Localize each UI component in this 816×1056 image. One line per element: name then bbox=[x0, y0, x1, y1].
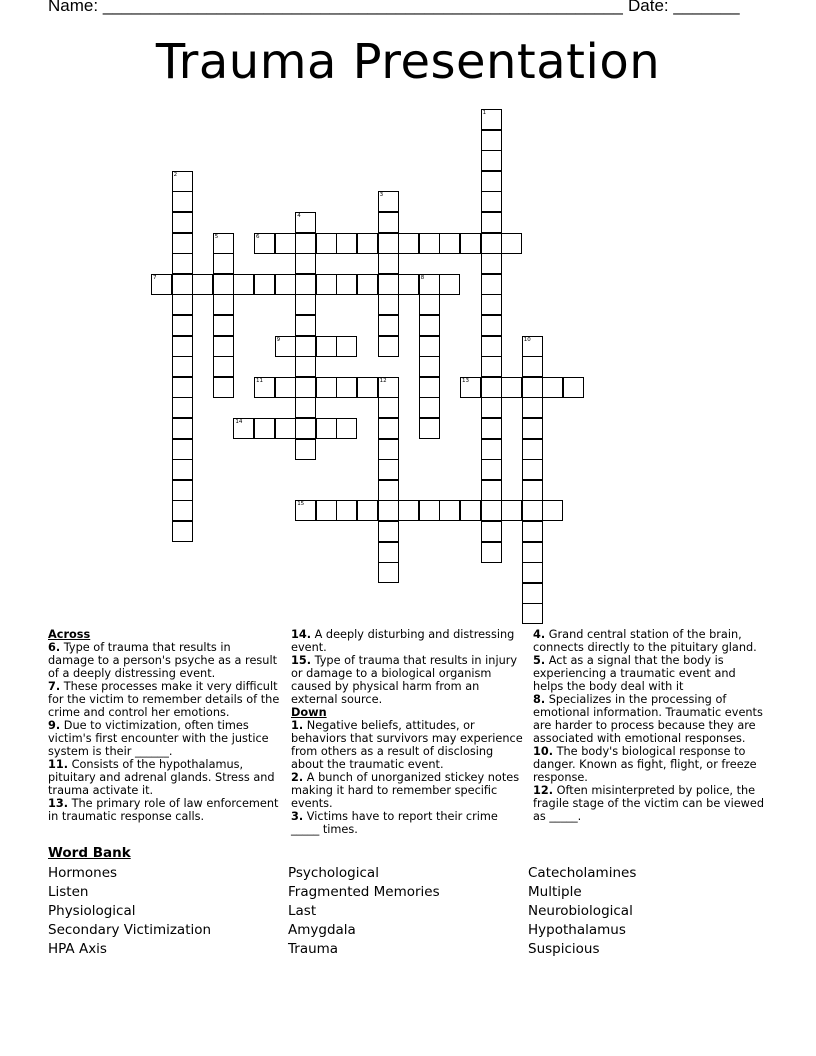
crossword-cell[interactable] bbox=[172, 212, 193, 233]
crossword-cell[interactable] bbox=[378, 191, 399, 212]
clue-across-6: 6. Type of trauma that results in damage to a person's psyche as a result of a deeply distressing event. bbox=[48, 641, 278, 680]
word-bank-item: Trauma bbox=[288, 941, 339, 957]
crossword-cell[interactable] bbox=[213, 294, 234, 315]
crossword-cell[interactable] bbox=[336, 377, 357, 398]
word-bank-column-1 bbox=[48, 864, 211, 959]
crossword-cell[interactable] bbox=[295, 253, 316, 274]
word-bank-item: Suspicious bbox=[528, 941, 600, 957]
crossword-cell[interactable] bbox=[295, 356, 316, 377]
crossword-cell[interactable] bbox=[501, 233, 522, 254]
crossword-cell[interactable] bbox=[542, 500, 563, 521]
crossword-cell[interactable] bbox=[316, 418, 337, 439]
clue-down-12: 12. Often misinterpreted by police, the fragile stage of the victim can be viewed as _____. bbox=[533, 784, 765, 823]
crossword-cell[interactable] bbox=[254, 274, 275, 295]
date-blank: _______ bbox=[673, 0, 740, 15]
crossword-cell[interactable] bbox=[481, 397, 502, 418]
crossword-cell[interactable] bbox=[295, 233, 316, 254]
clue-down-5: 5. Act as a signal that the body is experiencing a traumatic event and helps the body deal with it bbox=[533, 654, 736, 693]
crossword-cell[interactable] bbox=[481, 377, 502, 398]
crossword-cell[interactable] bbox=[481, 130, 502, 151]
crossword-cell[interactable] bbox=[172, 274, 193, 295]
crossword-cell[interactable] bbox=[151, 274, 172, 295]
crossword-cell[interactable] bbox=[522, 542, 543, 563]
word-bank-item: Catecholamines bbox=[528, 865, 637, 881]
crossword-cell[interactable] bbox=[357, 377, 378, 398]
word-bank-item: Amygdala bbox=[288, 922, 356, 938]
clue-number: 10 bbox=[523, 336, 531, 343]
crossword-cell[interactable] bbox=[295, 315, 316, 336]
crossword-cell[interactable] bbox=[522, 583, 543, 604]
crossword-cell[interactable] bbox=[481, 439, 502, 460]
crossword-cell[interactable] bbox=[295, 212, 316, 233]
crossword-cell[interactable] bbox=[481, 294, 502, 315]
crossword-cell[interactable] bbox=[254, 233, 275, 254]
page-title: Trauma Presentation bbox=[155, 34, 661, 90]
word-bank-column-2 bbox=[288, 864, 440, 959]
crossword-cell[interactable] bbox=[378, 521, 399, 542]
crossword-cell[interactable] bbox=[316, 500, 337, 521]
crossword-cell[interactable] bbox=[316, 377, 337, 398]
crossword-cell[interactable] bbox=[213, 336, 234, 357]
word-bank-item: Hormones bbox=[48, 865, 118, 881]
crossword-cell[interactable] bbox=[419, 500, 440, 521]
crossword-cell[interactable] bbox=[481, 459, 502, 480]
clue-across-7: 7. These processes make it very difficult for the victim to remember details of the crime and control her emotions. bbox=[48, 680, 280, 719]
crossword-cell[interactable] bbox=[419, 336, 440, 357]
crossword-cell[interactable] bbox=[378, 459, 399, 480]
crossword-cell[interactable] bbox=[378, 315, 399, 336]
crossword-cell[interactable] bbox=[336, 274, 357, 295]
clue-number: 8 bbox=[420, 274, 425, 281]
crossword-cell[interactable] bbox=[439, 274, 460, 295]
crossword-cell[interactable] bbox=[295, 418, 316, 439]
crossword-cell[interactable] bbox=[378, 212, 399, 233]
crossword-cell[interactable] bbox=[172, 336, 193, 357]
clue-number: 14 bbox=[235, 419, 243, 425]
clue-across-11: 11. Consists of the hypothalamus, pituitary and adrenal glands. Stress and trauma activate it. bbox=[48, 758, 275, 797]
crossword-cell[interactable] bbox=[275, 233, 296, 254]
clue-across-15: 15. Type of trauma that results in injury or damage to a biological organism caused by physical harm from an external source. bbox=[291, 654, 518, 706]
crossword-cell[interactable] bbox=[481, 315, 502, 336]
clue-down-8: 8. Specializes in the processing of emotional information. Traumatic events are harder to process because they are associated with emotional responses. bbox=[533, 693, 763, 745]
crossword-cell[interactable] bbox=[522, 603, 543, 624]
crossword-cell[interactable] bbox=[172, 315, 193, 336]
crossword-cell[interactable] bbox=[481, 150, 502, 171]
crossword-cell[interactable] bbox=[316, 233, 337, 254]
crossword-cell[interactable] bbox=[481, 500, 502, 521]
crossword-cell[interactable] bbox=[419, 294, 440, 315]
crossword-cell[interactable] bbox=[481, 356, 502, 377]
crossword-cell[interactable] bbox=[213, 274, 234, 295]
crossword-cell[interactable] bbox=[522, 480, 543, 501]
word-bank-item: Last bbox=[288, 903, 317, 919]
crossword-cell[interactable] bbox=[336, 418, 357, 439]
clue-down-10: 10. The body's biological response to danger. Known as fight, flight, or freeze response. bbox=[533, 745, 757, 784]
crossword-cell[interactable] bbox=[419, 315, 440, 336]
crossword-cell[interactable] bbox=[172, 191, 193, 212]
crossword-cell[interactable] bbox=[213, 253, 234, 274]
crossword-cell[interactable] bbox=[522, 562, 543, 583]
crossword-cell[interactable] bbox=[522, 521, 543, 542]
crossword-cell[interactable] bbox=[172, 521, 193, 542]
word-bank-item: HPA Axis bbox=[48, 941, 107, 957]
crossword-cell[interactable] bbox=[254, 418, 275, 439]
crossword-cell[interactable] bbox=[357, 274, 378, 295]
crossword-cell[interactable] bbox=[481, 542, 502, 563]
word-bank-item: Listen bbox=[48, 884, 89, 900]
crossword-cell[interactable] bbox=[481, 336, 502, 357]
crossword-cell[interactable] bbox=[172, 171, 193, 192]
crossword-cell[interactable] bbox=[522, 459, 543, 480]
clues-column-1 bbox=[48, 628, 280, 823]
crossword-cell[interactable] bbox=[275, 336, 296, 357]
crossword-cell[interactable] bbox=[172, 439, 193, 460]
crossword-cell[interactable] bbox=[419, 397, 440, 418]
crossword-cell[interactable] bbox=[419, 356, 440, 377]
clue-across-14: 14. A deeply disturbing and distressing event. bbox=[291, 628, 515, 654]
crossword-cell[interactable] bbox=[522, 418, 543, 439]
crossword-cell[interactable] bbox=[275, 418, 296, 439]
crossword-cell[interactable] bbox=[481, 171, 502, 192]
clue-number: 6 bbox=[256, 233, 260, 240]
crossword-cell[interactable] bbox=[419, 233, 440, 254]
clue-number: 2 bbox=[173, 171, 178, 178]
crossword-cell[interactable] bbox=[522, 336, 543, 357]
crossword-cell[interactable] bbox=[522, 356, 543, 377]
crossword-cell[interactable] bbox=[336, 500, 357, 521]
crossword-cell[interactable] bbox=[563, 377, 584, 398]
crossword-cell[interactable] bbox=[275, 377, 296, 398]
crossword-cell[interactable] bbox=[522, 397, 543, 418]
crossword-cell[interactable] bbox=[460, 377, 481, 398]
crossword-cell[interactable] bbox=[213, 377, 234, 398]
crossword-cell[interactable] bbox=[398, 274, 419, 295]
crossword-cell[interactable] bbox=[172, 418, 193, 439]
crossword-cell[interactable] bbox=[336, 233, 357, 254]
word-bank-item: Neurobiological bbox=[528, 903, 633, 919]
crossword-cell[interactable] bbox=[316, 274, 337, 295]
clue-number: 15 bbox=[297, 501, 305, 508]
clue-number: 5 bbox=[214, 233, 219, 240]
crossword-cell[interactable] bbox=[522, 439, 543, 460]
crossword-cell[interactable] bbox=[336, 336, 357, 357]
crossword-cell[interactable] bbox=[378, 480, 399, 501]
down-heading: Down bbox=[291, 706, 327, 719]
crossword-cell[interactable] bbox=[419, 418, 440, 439]
crossword-cell[interactable] bbox=[213, 356, 234, 377]
crossword-cell[interactable] bbox=[295, 377, 316, 398]
clue-across-9: 9. Due to victimization, often times victim's first encounter with the justice system is their ______. bbox=[48, 719, 269, 758]
crossword-cell[interactable] bbox=[398, 233, 419, 254]
clue-number: 11 bbox=[256, 377, 263, 384]
crossword-cell[interactable] bbox=[213, 315, 234, 336]
crossword-cell[interactable] bbox=[172, 233, 193, 254]
crossword-cell[interactable] bbox=[501, 377, 522, 398]
clue-number: 12 bbox=[379, 377, 387, 384]
crossword-cell[interactable] bbox=[542, 377, 563, 398]
crossword-cell[interactable] bbox=[481, 191, 502, 212]
crossword-cell[interactable] bbox=[172, 480, 193, 501]
crossword-cell[interactable] bbox=[295, 439, 316, 460]
crossword-cell[interactable] bbox=[378, 439, 399, 460]
crossword-cell[interactable] bbox=[254, 377, 275, 398]
crossword-cell[interactable] bbox=[378, 562, 399, 583]
clue-number: 7 bbox=[153, 274, 157, 281]
clue-number: 4 bbox=[297, 213, 301, 219]
word-bank-column-3 bbox=[528, 864, 636, 959]
crossword-cell[interactable] bbox=[522, 500, 543, 521]
clues-column-3 bbox=[533, 628, 769, 823]
crossword-cell[interactable] bbox=[192, 274, 213, 295]
word-bank-item: Multiple bbox=[528, 884, 582, 900]
crossword-cell[interactable] bbox=[460, 233, 481, 254]
crossword-cell[interactable] bbox=[419, 377, 440, 398]
name-blank: _______________________________________________________ bbox=[102, 0, 623, 15]
crossword-cell[interactable] bbox=[172, 253, 193, 274]
crossword-cell[interactable] bbox=[481, 253, 502, 274]
word-bank-item: Fragmented Memories bbox=[288, 884, 440, 900]
crossword-cell[interactable] bbox=[172, 356, 193, 377]
crossword-cell[interactable] bbox=[295, 500, 316, 521]
word-bank-title: Word Bank bbox=[48, 845, 131, 861]
crossword-cell[interactable] bbox=[439, 233, 460, 254]
crossword-cell[interactable] bbox=[398, 500, 419, 521]
crossword-cell[interactable] bbox=[295, 274, 316, 295]
date-label: Date: bbox=[628, 0, 669, 15]
clue-number: 3 bbox=[379, 192, 384, 199]
crossword-cell[interactable] bbox=[481, 212, 502, 233]
word-bank-item: Psychological bbox=[288, 865, 379, 881]
crossword-cell[interactable] bbox=[439, 500, 460, 521]
crossword-cell[interactable] bbox=[378, 397, 399, 418]
crossword-cell[interactable] bbox=[172, 459, 193, 480]
across-heading: Across bbox=[48, 628, 91, 641]
crossword-cell[interactable] bbox=[481, 480, 502, 501]
crossword-cell[interactable] bbox=[275, 274, 296, 295]
crossword-cell[interactable] bbox=[378, 542, 399, 563]
crossword-cell[interactable] bbox=[419, 274, 440, 295]
crossword-cell[interactable] bbox=[172, 397, 193, 418]
crossword-cell[interactable] bbox=[378, 377, 399, 398]
crossword-cell[interactable] bbox=[481, 233, 502, 254]
crossword-cell[interactable] bbox=[295, 294, 316, 315]
word-bank-item: Physiological bbox=[48, 903, 136, 919]
clue-down-2: 2. A bunch of unorganized stickey notes making it hard to remember specific events. bbox=[291, 771, 520, 810]
crossword-cell[interactable] bbox=[316, 336, 337, 357]
crossword-cell[interactable] bbox=[481, 521, 502, 542]
crossword-cell[interactable] bbox=[357, 233, 378, 254]
crossword-cell[interactable] bbox=[378, 500, 399, 521]
crossword-cell[interactable] bbox=[378, 336, 399, 357]
crossword-cell[interactable] bbox=[481, 274, 502, 295]
crossword-cell[interactable] bbox=[172, 500, 193, 521]
clue-down-4: 4. Grand central station of the brain, connects directly to the pituitary gland. bbox=[533, 628, 757, 654]
crossword-cell[interactable] bbox=[357, 500, 378, 521]
name-label: Name: bbox=[48, 0, 99, 15]
crossword-cell[interactable] bbox=[378, 253, 399, 274]
crossword-cell[interactable] bbox=[295, 397, 316, 418]
crossword-cell[interactable] bbox=[233, 418, 254, 439]
clue-across-13: 13. The primary role of law enforcement in traumatic response calls. bbox=[48, 797, 279, 823]
crossword-cell[interactable] bbox=[481, 418, 502, 439]
crossword-cell[interactable] bbox=[233, 274, 254, 295]
word-bank-item: Hypothalamus bbox=[528, 922, 626, 938]
crossword-cell[interactable] bbox=[481, 109, 502, 130]
clues-column-2 bbox=[291, 628, 523, 836]
clue-down-3: 3. Victims have to report their crime _____ times. bbox=[291, 810, 498, 836]
crossword-cell[interactable] bbox=[213, 233, 234, 254]
crossword-cell[interactable] bbox=[460, 500, 481, 521]
crossword-cell[interactable] bbox=[295, 336, 316, 357]
clue-down-1: 1. Negative beliefs, attitudes, or behaviors that survivors may experience from others as a result of disclosing about the traumatic event. bbox=[291, 719, 523, 771]
crossword-cell[interactable] bbox=[522, 377, 543, 398]
crossword-cell[interactable] bbox=[378, 294, 399, 315]
word-bank-item: Secondary Victimization bbox=[48, 922, 212, 938]
crossword-cell[interactable] bbox=[172, 377, 193, 398]
clue-number: 9 bbox=[276, 336, 281, 343]
crossword-cell[interactable] bbox=[501, 500, 522, 521]
clue-number: 13 bbox=[462, 377, 469, 384]
crossword-cell[interactable] bbox=[378, 274, 399, 295]
crossword-cell[interactable] bbox=[378, 233, 399, 254]
clue-number: 1 bbox=[482, 110, 487, 116]
crossword-cell[interactable] bbox=[172, 294, 193, 315]
crossword-cell[interactable] bbox=[378, 418, 399, 439]
